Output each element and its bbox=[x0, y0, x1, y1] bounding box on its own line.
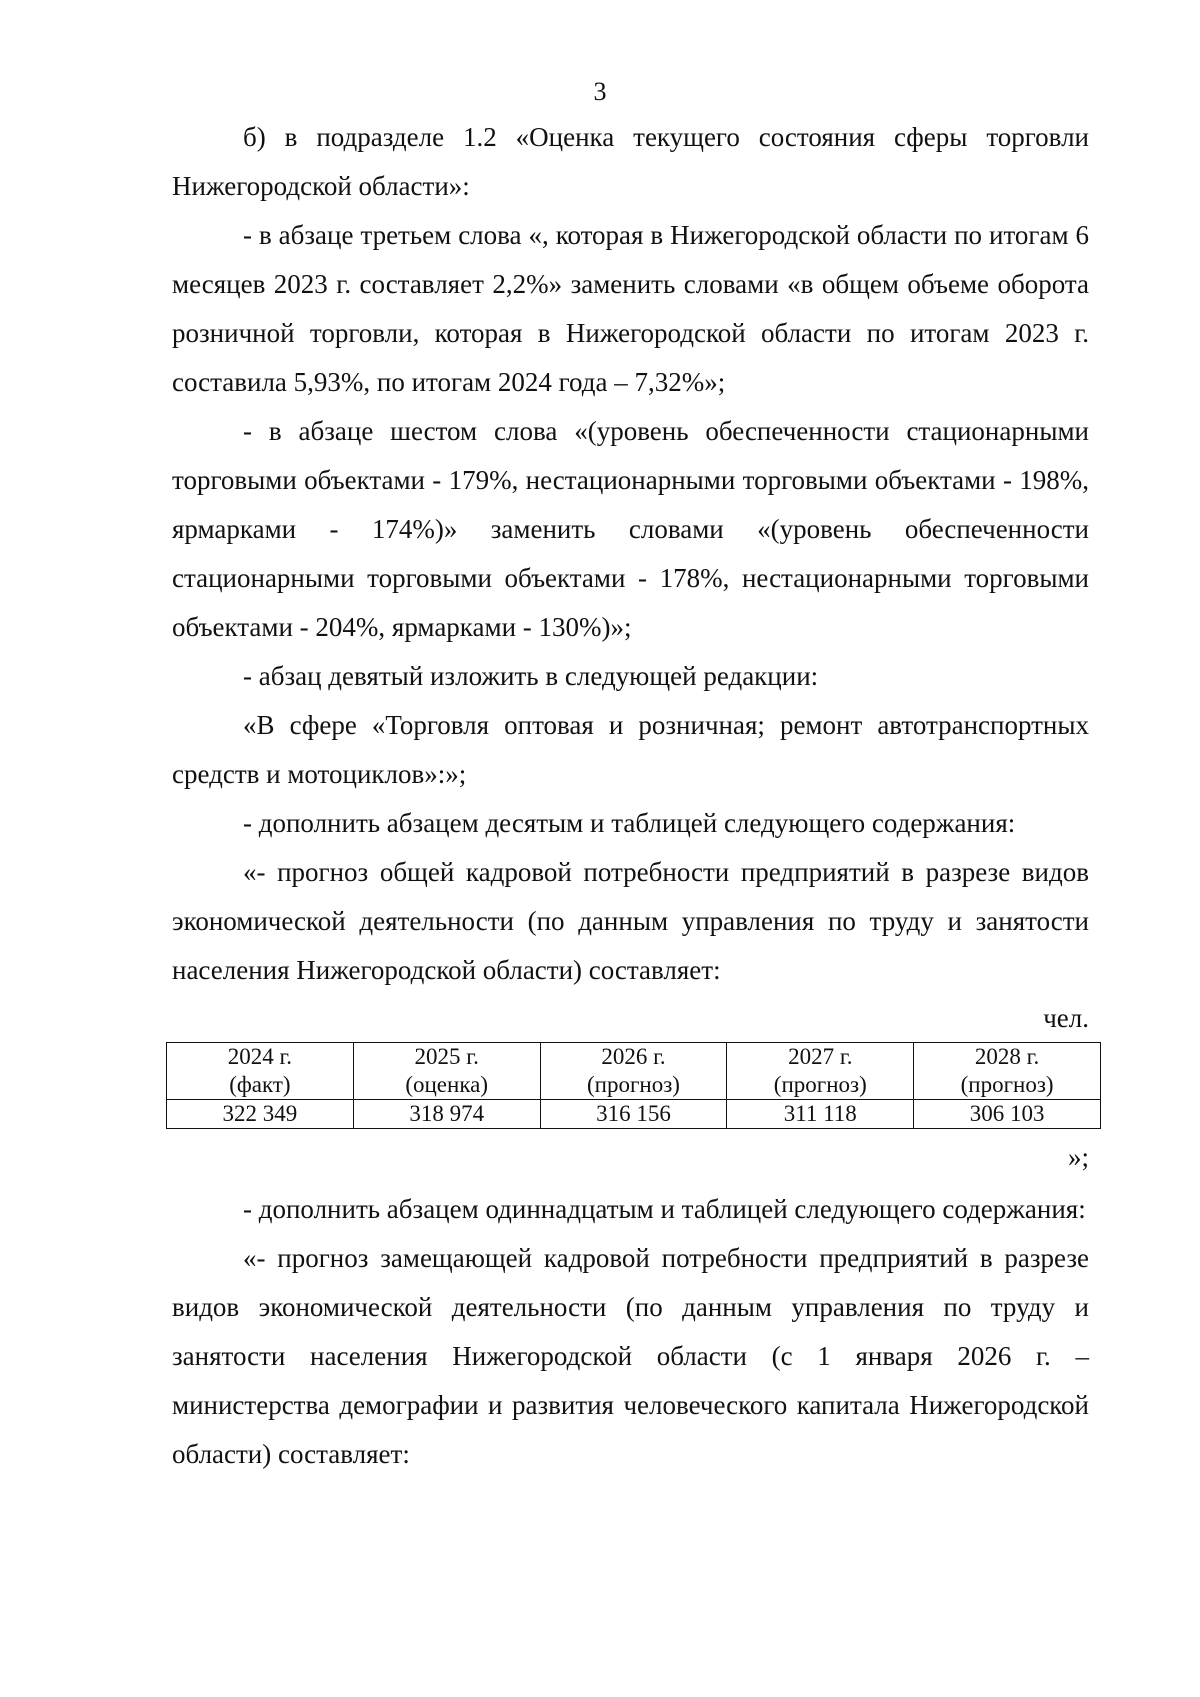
paragraph-abzac-9-text: «В сфере «Торговля оптовая и розничная; ремонт автотранспортных средств и мотоциклов»:»; bbox=[172, 710, 1089, 789]
paragraph-abzac-10: - дополнить абзацем десятым и таблицей следующего содержания: bbox=[243, 808, 1016, 838]
paragraph-abzac-10-text: «- прогноз общей кадровой потребности предприятий в разрезе видов экономической деятельности (по данным управления по труду и занятости населения Нижегородской области) составляет: bbox=[172, 857, 1089, 985]
paragraph-subsection-intro: б) в подразделе 1.2 «Оценка текущего состояния сферы торговли Нижегородской области»: bbox=[172, 122, 1089, 201]
paragraph-abzac-11-text: «- прогноз замещающей кадровой потребности предприятий в разрезе видов экономической деятельности (по данным управления по труду и занятости населения Нижегородской области (с 1 января 2026 г. – министерства демографии и развития человеческого капитала Нижегородской области) составляет: bbox=[172, 1243, 1089, 1469]
table-header-cell: 2024 г. (факт) bbox=[167, 1043, 354, 1100]
paragraph-abzac-9: - абзац девятый изложить в следующей редакции: bbox=[243, 661, 819, 691]
table-cell: 306 103 bbox=[914, 1100, 1101, 1129]
table-row bbox=[167, 1100, 1101, 1129]
table-header-cell: 2025 г. (оценка) bbox=[353, 1043, 540, 1100]
paragraph-abzac-3: - в абзаце третьем слова «, которая в Нижегородской области по итогам 6 месяцев 2023 г. составляет 2,2%» заменить словами «в общем объеме оборота розничной торговли, которая в Нижегородской области по итогам 2023 г. составила 5,93%, по итогам 2024 года – 7,32%»; bbox=[172, 220, 1089, 397]
table-unit: чел. bbox=[1043, 1003, 1089, 1033]
page-number: 3 bbox=[593, 77, 607, 106]
table-header-cell: 2026 г. (прогноз) bbox=[540, 1043, 727, 1100]
paragraph-abzac-6: - в абзаце шестом слова «(уровень обеспеченности стационарными торговыми объектами - 179%, нестационарными торговыми объектами - 198%, ярмарками - 174%)» заменить словами «(уровень обеспеченности стационарными торговыми объектами - 178%, нестационарными торговыми объектами - 204%, ярмарками - 130%)»; bbox=[172, 416, 1089, 642]
table-header-cell: 2027 г. (прогноз) bbox=[727, 1043, 914, 1100]
table-closing-quote: »; bbox=[1067, 1142, 1089, 1172]
table-cell: 316 156 bbox=[540, 1100, 727, 1129]
table-header-cell: 2028 г. (прогноз) bbox=[914, 1043, 1101, 1100]
document-body bbox=[172, 113, 1089, 1479]
workforce-table bbox=[166, 1042, 1101, 1129]
paragraph-abzac-11: - дополнить абзацем одиннадцатым и таблицей следующего содержания: bbox=[243, 1194, 1086, 1224]
table-header-row bbox=[167, 1043, 1101, 1100]
table-cell: 322 349 bbox=[167, 1100, 354, 1129]
table-cell: 311 118 bbox=[727, 1100, 914, 1129]
table-cell: 318 974 bbox=[353, 1100, 540, 1129]
